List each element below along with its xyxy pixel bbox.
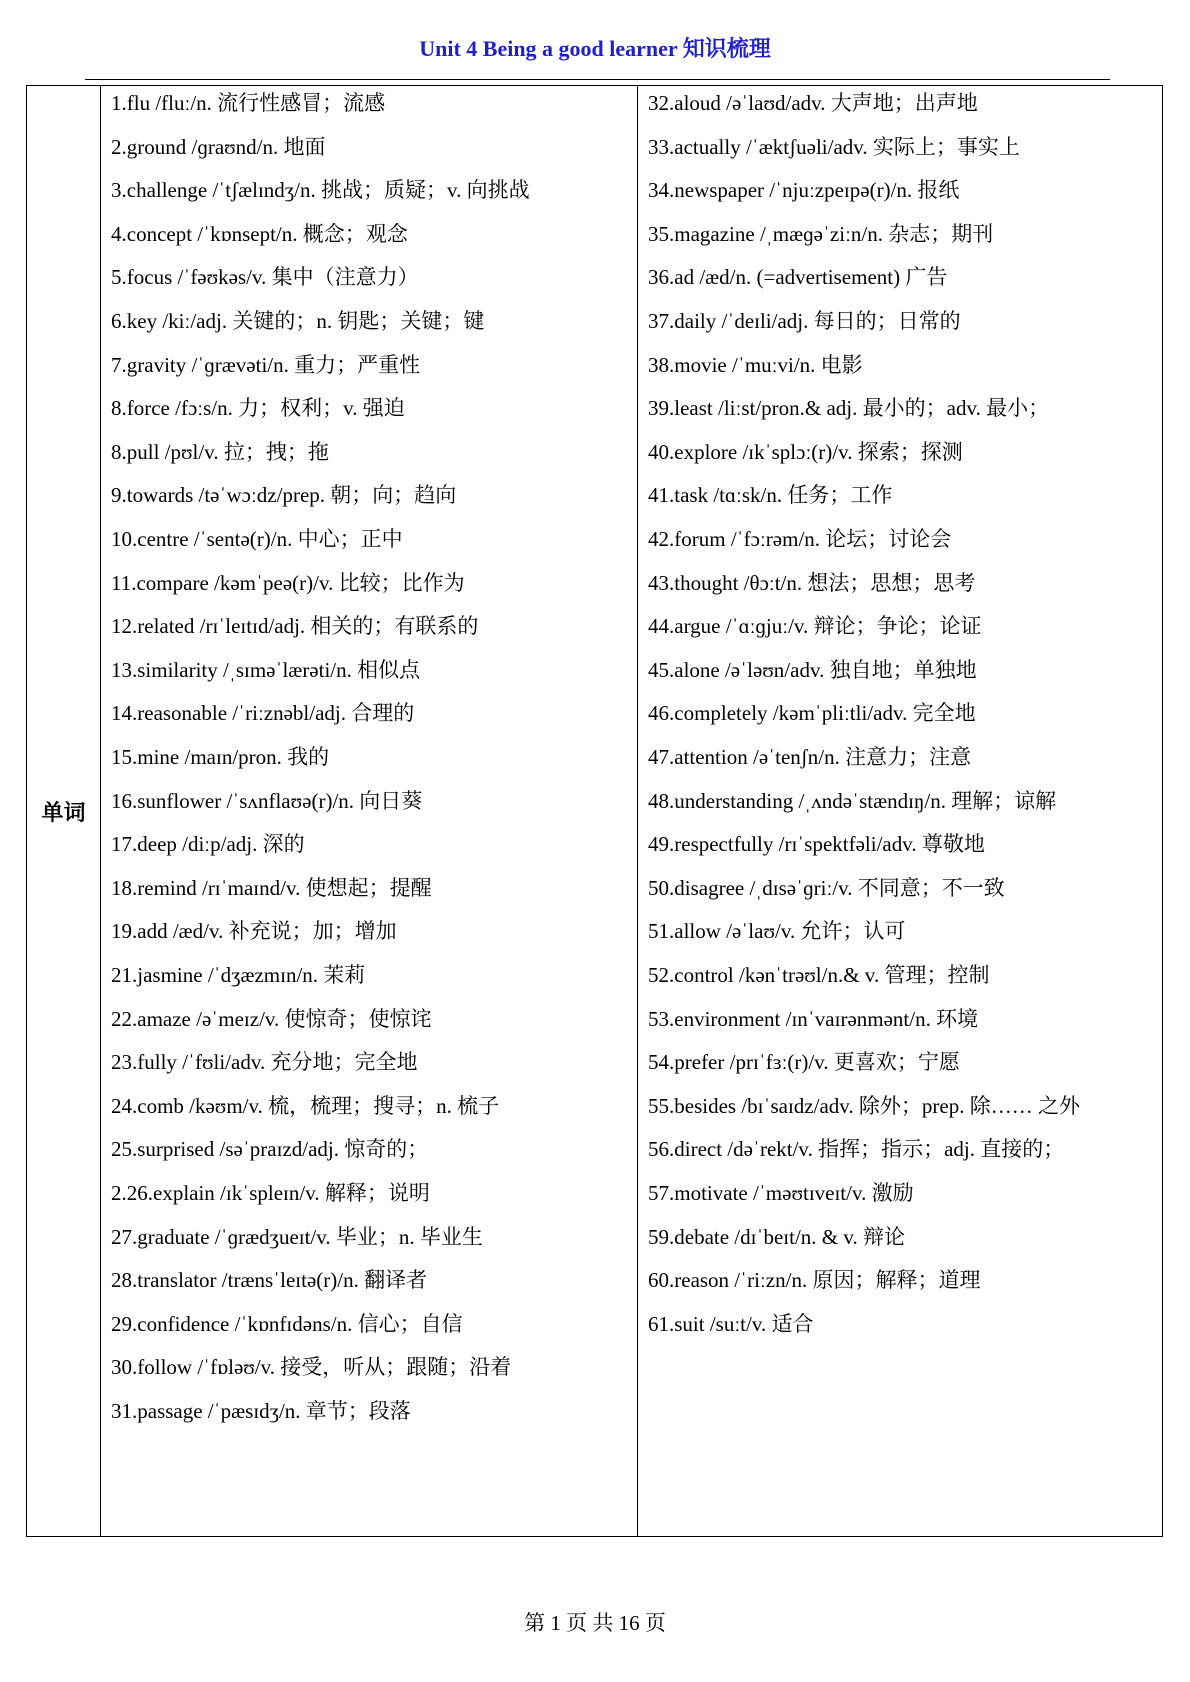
vocabulary-entry: 43.thought /θɔːt/n. 想法；思想；思考: [648, 570, 976, 595]
vocabulary-entry: 28.translator /trænsˈleɪtə(r)/n. 翻译者: [111, 1268, 428, 1293]
vocabulary-entry: 36.ad /æd/n. (=advertisement) 广告: [648, 265, 948, 290]
vocabulary-entry: 8.pull /pʊl/v. 拉；拽；拖: [111, 439, 329, 464]
vocabulary-entry: 13.similarity /ˌsɪməˈlærəti/n. 相似点: [111, 657, 421, 682]
vocabulary-entry: 14.reasonable /ˈriːznəbl/adj. 合理的: [111, 701, 415, 726]
vocabulary-entry: 29.confidence /ˈkɒnfɪdəns/n. 信心；自信: [111, 1311, 463, 1336]
vocabulary-entry: 48.understanding /ˌʌndəˈstændɪŋ/n. 理解；谅解: [648, 788, 1057, 813]
vocabulary-entry: 23.fully /ˈfʊli/adv. 充分地；完全地: [111, 1050, 418, 1075]
vocabulary-entry: 56.direct /dəˈrekt/v. 指挥；指示；adj. 直接的；: [648, 1137, 1065, 1162]
vocabulary-entry: 31.passage /ˈpæsɪdʒ/n. 章节；段落: [111, 1399, 411, 1423]
vocabulary-entry: 38.movie /ˈmuːvi/n. 电影: [648, 352, 863, 377]
vocabulary-entry: 45.alone /əˈləʊn/adv. 独自地；单独地: [648, 657, 977, 682]
vocabulary-entry: 33.actually /ˈæktʃuəli/adv. 实际上；事实上: [648, 134, 1020, 159]
vocabulary-column-left: [101, 86, 638, 1536]
vocabulary-entry: 8.force /fɔːs/n. 力；权利；v. 强迫: [111, 396, 405, 421]
vocabulary-entry: 9.towards /təˈwɔːdz/prep. 朝；向；趋向: [111, 483, 457, 508]
vocabulary-entry: 21.jasmine /ˈdʒæzmɪn/n. 茉莉: [111, 963, 366, 987]
vocabulary-entry: 5.focus /ˈfəʊkəs/v. 集中（注意力）: [111, 265, 419, 290]
vocabulary-column-right: [638, 86, 1162, 1536]
vocabulary-entry: 40.explore /ɪkˈsplɔː(r)/v. 探索；探测: [648, 439, 963, 464]
vocabulary-entry: 41.task /tɑːsk/n. 任务；工作: [648, 483, 893, 508]
vocabulary-entry: 16.sunflower /ˈsʌnflaʊə(r)/n. 向日葵: [111, 788, 423, 813]
page-footer: 第 1 页 共 16 页: [524, 1611, 666, 1635]
vocabulary-entry: 2.ground /ɡraʊnd/n. 地面: [111, 134, 326, 159]
vocabulary-entry: 37.daily /ˈdeɪli/adj. 每日的；日常的: [648, 309, 961, 333]
page-title: Unit 4 Being a good learner 知识梳理: [419, 36, 771, 61]
title-divider: [85, 79, 1110, 80]
vocabulary-entry: 17.deep /diːp/adj. 深的: [111, 832, 305, 857]
vocabulary-entry: 54.prefer /prɪˈfɜː(r)/v. 更喜欢；宁愿: [648, 1050, 960, 1075]
vocabulary-entry: 15.mine /maɪn/pron. 我的: [111, 745, 330, 769]
vocabulary-table: [26, 85, 1163, 1537]
vocabulary-entry: 61.suit /suːt/v. 适合: [648, 1311, 814, 1336]
vocabulary-entry: 6.key /kiː/adj. 关键的；n. 钥匙；关键；键: [111, 309, 485, 333]
section-label: 单词: [41, 799, 86, 825]
vocabulary-entry: 47.attention /əˈtenʃn/n. 注意力；注意: [648, 745, 972, 769]
vocabulary-entry: 7.gravity /ˈɡrævəti/n. 重力；严重性: [111, 352, 421, 377]
vocabulary-entry: 46.completely /kəmˈpliːtli/adv. 完全地: [648, 701, 976, 726]
vocabulary-entry: 19.add /æd/v. 补充说；加；增加: [111, 919, 397, 944]
vocabulary-entry: 49.respectfully /rɪˈspektfəli/adv. 尊敬地: [648, 832, 985, 857]
vocabulary-entry: 52.control /kənˈtrəʊl/n.& v. 管理；控制: [648, 963, 990, 987]
vocabulary-entry: 53.environment /ɪnˈvaɪrənmənt/n. 环境: [648, 1006, 979, 1031]
vocabulary-entry: 22.amaze /əˈmeɪz/v. 使惊奇；使惊诧: [111, 1006, 432, 1031]
vocabulary-entry: 3.challenge /ˈtʃælɪndʒ/n. 挑战；质疑；v. 向挑战: [111, 178, 530, 203]
vocabulary-entry: 30.follow /ˈfɒləʊ/v. 接受，听从；跟随；沿着: [111, 1355, 512, 1380]
vocabulary-entry: 2.26.explain /ɪkˈspleɪn/v. 解释；说明: [111, 1181, 430, 1205]
section-label-cell: [27, 86, 101, 1536]
vocabulary-entry: 60.reason /ˈriːzn/n. 原因；解释；道理: [648, 1268, 981, 1293]
vocabulary-entry: 11.compare /kəmˈpeə(r)/v. 比较；比作为: [111, 570, 465, 595]
vocabulary-entry: 10.centre /ˈsentə(r)/n. 中心；正中: [111, 527, 403, 551]
vocabulary-entry: 55.besides /bɪˈsaɪdz/adv. 除外；prep. 除…… 之外: [648, 1093, 1080, 1118]
vocabulary-entry: 35.magazine /ˌmæɡəˈziːn/n. 杂志；期刊: [648, 221, 994, 246]
vocabulary-entry: 50.disagree /ˌdɪsəˈɡriː/v. 不同意；不一致: [648, 875, 1005, 900]
vocabulary-entry: 39.least /liːst/pron.& adj. 最小的；adv. 最小；: [648, 396, 1050, 421]
vocabulary-entry: 27.graduate /ˈɡrædʒueɪt/v. 毕业；n. 毕业生: [111, 1224, 483, 1249]
vocabulary-entry: 44.argue /ˈɑːɡjuː/v. 辩论；争论；论证: [648, 614, 982, 639]
vocabulary-entry: 34.newspaper /ˈnjuːzpeɪpə(r)/n. 报纸: [648, 178, 960, 203]
vocabulary-entry: 42.forum /ˈfɔːrəm/n. 论坛；讨论会: [648, 527, 952, 551]
vocabulary-entry: 59.debate /dɪˈbeɪt/n. & v. 辩论: [648, 1224, 906, 1249]
vocabulary-entry: 51.allow /əˈlaʊ/v. 允许；认可: [648, 919, 906, 944]
vocabulary-entry: 12.related /rɪˈleɪtɪd/adj. 相关的；有联系的: [111, 614, 479, 639]
vocabulary-entry: 18.remind /rɪˈmaɪnd/v. 使想起；提醒: [111, 875, 432, 900]
vocabulary-entry: 24.comb /kəʊm/v. 梳，梳理；搜寻；n. 梳子: [111, 1093, 500, 1118]
vocabulary-entry: 32.aloud /əˈlaʊd/adv. 大声地；出声地: [648, 91, 978, 115]
vocabulary-entry: 1.flu /fluː/n. 流行性感冒；流感: [111, 91, 386, 115]
vocabulary-entry: 4.concept /ˈkɒnsept/n. 概念；观念: [111, 221, 408, 246]
vocabulary-entry: 57.motivate /ˈməʊtɪveɪt/v. 激励: [648, 1181, 914, 1205]
vocabulary-entry: 25.surprised /səˈpraɪzd/adj. 惊奇的；: [111, 1137, 429, 1162]
